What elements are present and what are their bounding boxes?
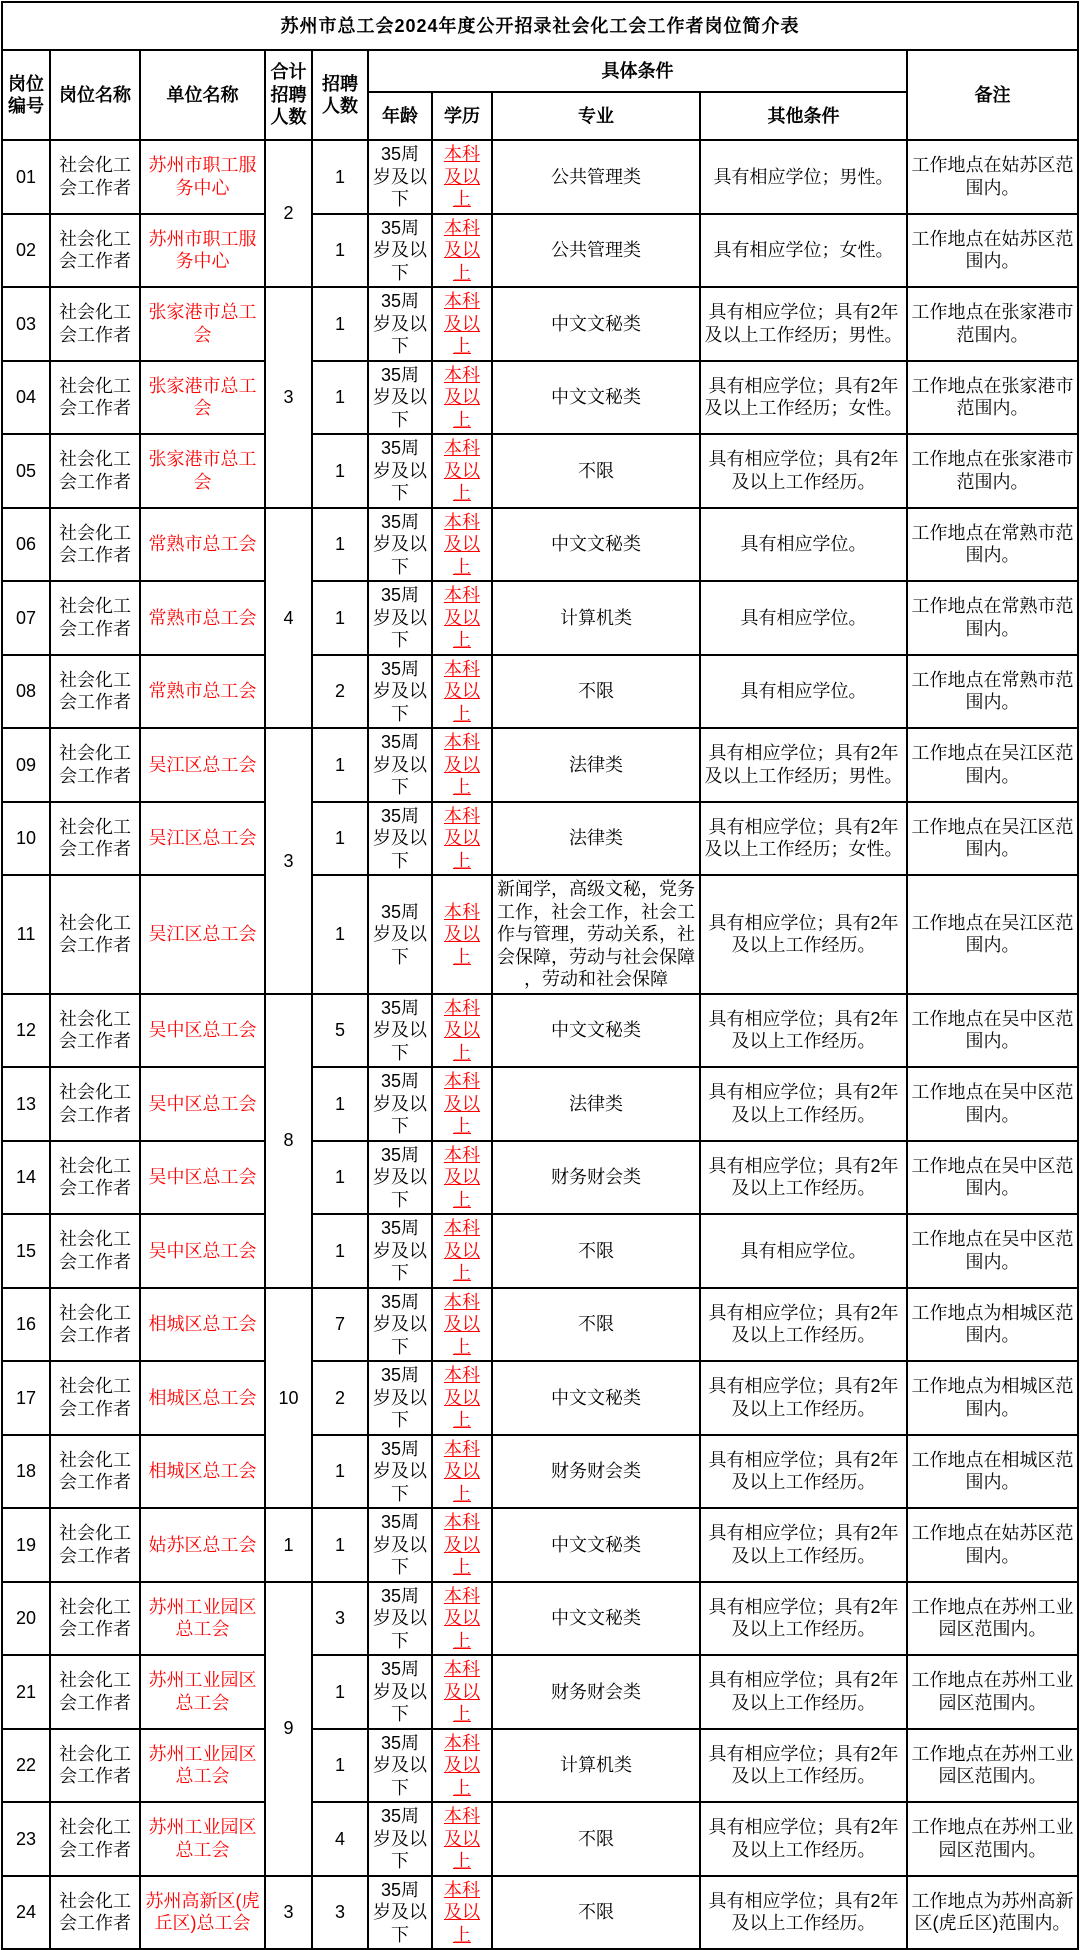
cell-remark: 工作地点在苏州工业园区范围内。 [907, 1655, 1078, 1729]
cell-remark: 工作地点在吴中区范围内。 [907, 1067, 1078, 1141]
cell-other-conditions: 具有相应学位；具有2年及以上工作经历。 [700, 994, 907, 1068]
cell-position-name: 社会化工会工作者 [50, 1508, 140, 1582]
table-row [2, 1141, 1078, 1215]
cell-unit-name: 吴江区总工会 [140, 728, 265, 802]
page-title: 苏州市总工会2024年度公开招录社会化工会工作者岗位简介表 [2, 2, 1078, 50]
col-header-age: 年龄 [368, 92, 432, 140]
cell-position-no: 02 [2, 214, 50, 288]
cell-remark: 工作地点在姑苏区范围内。 [907, 1508, 1078, 1582]
cell-position-no: 04 [2, 361, 50, 435]
cell-position-no: 07 [2, 581, 50, 655]
cell-other-conditions: 具有相应学位；具有2年及以上工作经历。 [700, 1141, 907, 1215]
cell-position-name: 社会化工会工作者 [50, 1067, 140, 1141]
cell-education: 本科及以上 [432, 1508, 492, 1582]
cell-recruit-count: 1 [312, 1067, 368, 1141]
cell-major: 公共管理类 [492, 214, 700, 288]
cell-recruit-count: 7 [312, 1288, 368, 1362]
cell-position-no: 03 [2, 287, 50, 361]
cell-remark: 工作地点在相城区范围内。 [907, 1435, 1078, 1509]
cell-unit-name: 相城区总工会 [140, 1361, 265, 1435]
cell-age: 35周岁及以下 [368, 1141, 432, 1215]
cell-education: 本科及以上 [432, 581, 492, 655]
cell-age: 35周岁及以下 [368, 655, 432, 729]
cell-recruit-count: 3 [312, 1582, 368, 1656]
cell-age: 35周岁及以下 [368, 728, 432, 802]
cell-remark: 工作地点在吴江区范围内。 [907, 802, 1078, 876]
cell-position-no: 20 [2, 1582, 50, 1656]
cell-recruit-count: 1 [312, 1214, 368, 1288]
table-row [2, 361, 1078, 435]
cell-other-conditions: 具有相应学位；具有2年及以上工作经历；女性。 [700, 361, 907, 435]
cell-other-conditions: 具有相应学位；具有2年及以上工作经历；男性。 [700, 287, 907, 361]
col-header-specific-conditions: 具体条件 [368, 50, 907, 92]
cell-recruit-count: 1 [312, 361, 368, 435]
cell-education: 本科及以上 [432, 1729, 492, 1803]
cell-age: 35周岁及以下 [368, 361, 432, 435]
cell-major: 不限 [492, 1288, 700, 1362]
cell-remark: 工作地点在苏州工业园区范围内。 [907, 1582, 1078, 1656]
cell-remark: 工作地点在张家港市范围内。 [907, 361, 1078, 435]
cell-major: 财务财会类 [492, 1141, 700, 1215]
cell-position-name: 社会化工会工作者 [50, 1655, 140, 1729]
cell-unit-name: 苏州市职工服务中心 [140, 214, 265, 288]
table-row [2, 1435, 1078, 1509]
cell-position-name: 社会化工会工作者 [50, 1582, 140, 1656]
cell-position-name: 社会化工会工作者 [50, 1141, 140, 1215]
cell-position-name: 社会化工会工作者 [50, 214, 140, 288]
cell-position-name: 社会化工会工作者 [50, 508, 140, 582]
cell-age: 35周岁及以下 [368, 1655, 432, 1729]
cell-education: 本科及以上 [432, 994, 492, 1068]
table-row [2, 508, 1078, 582]
cell-age: 35周岁及以下 [368, 287, 432, 361]
cell-major: 中文文秘类 [492, 1508, 700, 1582]
cell-unit-name: 姑苏区总工会 [140, 1508, 265, 1582]
cell-education: 本科及以上 [432, 361, 492, 435]
cell-unit-name: 苏州工业园区总工会 [140, 1729, 265, 1803]
cell-education: 本科及以上 [432, 802, 492, 876]
cell-education: 本科及以上 [432, 1582, 492, 1656]
cell-position-name: 社会化工会工作者 [50, 1214, 140, 1288]
cell-position-no: 05 [2, 434, 50, 508]
cell-age: 35周岁及以下 [368, 1361, 432, 1435]
table-row [2, 1655, 1078, 1729]
job-listing-table [1, 1, 1079, 1950]
cell-unit-name: 苏州工业园区总工会 [140, 1802, 265, 1876]
cell-major: 不限 [492, 1802, 700, 1876]
cell-position-name: 社会化工会工作者 [50, 875, 140, 994]
cell-total-recruit: 3 [265, 1876, 312, 1950]
cell-major: 不限 [492, 434, 700, 508]
cell-total-recruit: 3 [265, 287, 312, 508]
cell-position-name: 社会化工会工作者 [50, 1361, 140, 1435]
cell-position-no: 06 [2, 508, 50, 582]
col-header-education: 学历 [432, 92, 492, 140]
cell-position-no: 11 [2, 875, 50, 994]
cell-position-name: 社会化工会工作者 [50, 434, 140, 508]
cell-recruit-count: 1 [312, 508, 368, 582]
cell-position-no: 16 [2, 1288, 50, 1362]
cell-remark: 工作地点在吴中区范围内。 [907, 994, 1078, 1068]
cell-unit-name: 吴中区总工会 [140, 994, 265, 1068]
cell-major: 中文文秘类 [492, 1582, 700, 1656]
cell-remark: 工作地点为苏州高新区(虎丘区)范围内。 [907, 1876, 1078, 1950]
cell-age: 35周岁及以下 [368, 214, 432, 288]
table-row [2, 1067, 1078, 1141]
title-row [2, 2, 1078, 50]
cell-position-no: 14 [2, 1141, 50, 1215]
cell-position-name: 社会化工会工作者 [50, 1729, 140, 1803]
cell-position-name: 社会化工会工作者 [50, 1288, 140, 1362]
cell-total-recruit: 1 [265, 1508, 312, 1582]
table-row [2, 1582, 1078, 1656]
cell-age: 35周岁及以下 [368, 1214, 432, 1288]
cell-age: 35周岁及以下 [368, 1729, 432, 1803]
cell-major: 不限 [492, 1876, 700, 1950]
cell-major: 中文文秘类 [492, 1361, 700, 1435]
cell-other-conditions: 具有相应学位；具有2年及以上工作经历；男性。 [700, 728, 907, 802]
col-header-unit-name: 单位名称 [140, 50, 265, 140]
cell-unit-name: 吴中区总工会 [140, 1214, 265, 1288]
cell-other-conditions: 具有相应学位；具有2年及以上工作经历。 [700, 1876, 907, 1950]
table-row [2, 287, 1078, 361]
cell-major: 中文文秘类 [492, 508, 700, 582]
cell-position-name: 社会化工会工作者 [50, 140, 140, 214]
cell-other-conditions: 具有相应学位；男性。 [700, 140, 907, 214]
cell-recruit-count: 1 [312, 802, 368, 876]
cell-major: 中文文秘类 [492, 361, 700, 435]
table-row [2, 581, 1078, 655]
cell-total-recruit: 3 [265, 728, 312, 994]
cell-other-conditions: 具有相应学位；女性。 [700, 214, 907, 288]
cell-unit-name: 常熟市总工会 [140, 655, 265, 729]
cell-recruit-count: 1 [312, 214, 368, 288]
cell-other-conditions: 具有相应学位；具有2年及以上工作经历。 [700, 1288, 907, 1362]
cell-recruit-count: 1 [312, 1435, 368, 1509]
cell-position-no: 24 [2, 1876, 50, 1950]
table-row [2, 1729, 1078, 1803]
cell-position-no: 22 [2, 1729, 50, 1803]
cell-unit-name: 张家港市总工会 [140, 361, 265, 435]
cell-total-recruit: 10 [265, 1288, 312, 1509]
cell-unit-name: 相城区总工会 [140, 1288, 265, 1362]
cell-other-conditions: 具有相应学位；具有2年及以上工作经历。 [700, 875, 907, 994]
cell-remark: 工作地点在姑苏区范围内。 [907, 214, 1078, 288]
cell-recruit-count: 1 [312, 287, 368, 361]
cell-unit-name: 吴中区总工会 [140, 1067, 265, 1141]
cell-total-recruit: 4 [265, 508, 312, 729]
cell-education: 本科及以上 [432, 655, 492, 729]
cell-education: 本科及以上 [432, 434, 492, 508]
table-row [2, 802, 1078, 876]
cell-education: 本科及以上 [432, 1655, 492, 1729]
cell-recruit-count: 1 [312, 140, 368, 214]
cell-remark: 工作地点在吴江区范围内。 [907, 728, 1078, 802]
cell-age: 35周岁及以下 [368, 434, 432, 508]
cell-age: 35周岁及以下 [368, 140, 432, 214]
cell-recruit-count: 4 [312, 1802, 368, 1876]
cell-position-name: 社会化工会工作者 [50, 655, 140, 729]
table-row [2, 728, 1078, 802]
cell-major: 财务财会类 [492, 1655, 700, 1729]
cell-age: 35周岁及以下 [368, 1508, 432, 1582]
cell-position-name: 社会化工会工作者 [50, 728, 140, 802]
col-header-position-name: 岗位名称 [50, 50, 140, 140]
table-row [2, 1361, 1078, 1435]
col-header-total-recruit: 合计招聘人数 [265, 50, 312, 140]
cell-major: 计算机类 [492, 581, 700, 655]
cell-major: 不限 [492, 655, 700, 729]
table-row [2, 1288, 1078, 1362]
cell-unit-name: 张家港市总工会 [140, 434, 265, 508]
cell-other-conditions: 具有相应学位。 [700, 1214, 907, 1288]
cell-other-conditions: 具有相应学位；具有2年及以上工作经历。 [700, 1361, 907, 1435]
cell-remark: 工作地点在吴中区范围内。 [907, 1214, 1078, 1288]
cell-remark: 工作地点在姑苏区范围内。 [907, 140, 1078, 214]
cell-recruit-count: 1 [312, 581, 368, 655]
cell-major: 中文文秘类 [492, 287, 700, 361]
cell-remark: 工作地点在常熟市范围内。 [907, 655, 1078, 729]
cell-unit-name: 常熟市总工会 [140, 581, 265, 655]
cell-position-name: 社会化工会工作者 [50, 361, 140, 435]
cell-age: 35周岁及以下 [368, 1067, 432, 1141]
cell-position-name: 社会化工会工作者 [50, 1876, 140, 1950]
cell-recruit-count: 2 [312, 1361, 368, 1435]
cell-unit-name: 苏州高新区(虎丘区)总工会 [140, 1876, 265, 1950]
col-header-position-no: 岗位编号 [2, 50, 50, 140]
cell-other-conditions: 具有相应学位。 [700, 655, 907, 729]
cell-remark: 工作地点在吴江区范围内。 [907, 875, 1078, 994]
cell-unit-name: 苏州市职工服务中心 [140, 140, 265, 214]
cell-education: 本科及以上 [432, 1876, 492, 1950]
table-row [2, 1214, 1078, 1288]
cell-other-conditions: 具有相应学位；具有2年及以上工作经历。 [700, 1067, 907, 1141]
cell-other-conditions: 具有相应学位；具有2年及以上工作经历。 [700, 1729, 907, 1803]
cell-remark: 工作地点在常熟市范围内。 [907, 508, 1078, 582]
cell-education: 本科及以上 [432, 1067, 492, 1141]
cell-unit-name: 苏州工业园区总工会 [140, 1655, 265, 1729]
cell-other-conditions: 具有相应学位；具有2年及以上工作经历；女性。 [700, 802, 907, 876]
cell-recruit-count: 1 [312, 1729, 368, 1803]
cell-other-conditions: 具有相应学位；具有2年及以上工作经历。 [700, 1435, 907, 1509]
cell-remark: 工作地点在张家港市范围内。 [907, 434, 1078, 508]
cell-major: 中文文秘类 [492, 994, 700, 1068]
cell-position-name: 社会化工会工作者 [50, 1802, 140, 1876]
cell-other-conditions: 具有相应学位；具有2年及以上工作经历。 [700, 1802, 907, 1876]
cell-position-no: 17 [2, 1361, 50, 1435]
cell-age: 35周岁及以下 [368, 994, 432, 1068]
cell-education: 本科及以上 [432, 1288, 492, 1362]
cell-age: 35周岁及以下 [368, 1288, 432, 1362]
cell-remark: 工作地点为相城区范围内。 [907, 1361, 1078, 1435]
cell-remark: 工作地点在吴中区范围内。 [907, 1141, 1078, 1215]
cell-position-name: 社会化工会工作者 [50, 1435, 140, 1509]
table-row [2, 655, 1078, 729]
table-row [2, 434, 1078, 508]
cell-unit-name: 吴江区总工会 [140, 875, 265, 994]
cell-age: 35周岁及以下 [368, 508, 432, 582]
header-row-1 [2, 50, 1078, 92]
cell-education: 本科及以上 [432, 875, 492, 994]
cell-remark: 工作地点在张家港市范围内。 [907, 287, 1078, 361]
cell-major: 公共管理类 [492, 140, 700, 214]
cell-age: 35周岁及以下 [368, 1802, 432, 1876]
cell-education: 本科及以上 [432, 1435, 492, 1509]
cell-position-no: 21 [2, 1655, 50, 1729]
cell-age: 35周岁及以下 [368, 1582, 432, 1656]
cell-education: 本科及以上 [432, 1214, 492, 1288]
cell-position-no: 15 [2, 1214, 50, 1288]
cell-position-name: 社会化工会工作者 [50, 287, 140, 361]
table-body [2, 140, 1078, 1949]
cell-recruit-count: 1 [312, 1508, 368, 1582]
table-row [2, 1876, 1078, 1950]
cell-education: 本科及以上 [432, 728, 492, 802]
cell-education: 本科及以上 [432, 1141, 492, 1215]
cell-recruit-count: 3 [312, 1876, 368, 1950]
cell-position-no: 08 [2, 655, 50, 729]
table-row [2, 875, 1078, 994]
cell-remark: 工作地点在常熟市范围内。 [907, 581, 1078, 655]
cell-major: 计算机类 [492, 1729, 700, 1803]
cell-education: 本科及以上 [432, 140, 492, 214]
cell-position-name: 社会化工会工作者 [50, 994, 140, 1068]
cell-position-name: 社会化工会工作者 [50, 802, 140, 876]
cell-recruit-count: 1 [312, 1655, 368, 1729]
cell-total-recruit: 2 [265, 140, 312, 287]
cell-unit-name: 苏州工业园区总工会 [140, 1582, 265, 1656]
col-header-recruit: 招聘人数 [312, 50, 368, 140]
cell-recruit-count: 1 [312, 1141, 368, 1215]
table-row [2, 1508, 1078, 1582]
cell-remark: 工作地点在苏州工业园区范围内。 [907, 1802, 1078, 1876]
cell-major: 新闻学，高级文秘，党务工作，社会工作，社会工作与管理，劳动关系，社会保障，劳动与社会保障，劳动和社会保障 [492, 875, 700, 994]
cell-education: 本科及以上 [432, 1361, 492, 1435]
cell-other-conditions: 具有相应学位；具有2年及以上工作经历。 [700, 1655, 907, 1729]
cell-recruit-count: 1 [312, 875, 368, 994]
cell-position-no: 19 [2, 1508, 50, 1582]
cell-position-no: 23 [2, 1802, 50, 1876]
cell-recruit-count: 1 [312, 728, 368, 802]
col-header-remark: 备注 [907, 50, 1078, 140]
cell-position-no: 09 [2, 728, 50, 802]
cell-age: 35周岁及以下 [368, 875, 432, 994]
cell-remark: 工作地点在苏州工业园区范围内。 [907, 1729, 1078, 1803]
table-row [2, 214, 1078, 288]
cell-recruit-count: 1 [312, 434, 368, 508]
cell-recruit-count: 5 [312, 994, 368, 1068]
cell-major: 法律类 [492, 728, 700, 802]
cell-unit-name: 吴中区总工会 [140, 1141, 265, 1215]
cell-other-conditions: 具有相应学位。 [700, 581, 907, 655]
cell-position-no: 12 [2, 994, 50, 1068]
cell-position-no: 01 [2, 140, 50, 214]
cell-age: 35周岁及以下 [368, 581, 432, 655]
cell-major: 财务财会类 [492, 1435, 700, 1509]
cell-total-recruit: 8 [265, 994, 312, 1288]
table-header [2, 2, 1078, 140]
col-header-other: 其他条件 [700, 92, 907, 140]
cell-remark: 工作地点为相城区范围内。 [907, 1288, 1078, 1362]
cell-position-no: 10 [2, 802, 50, 876]
table-row [2, 994, 1078, 1068]
cell-position-no: 13 [2, 1067, 50, 1141]
table-row [2, 1802, 1078, 1876]
cell-position-name: 社会化工会工作者 [50, 581, 140, 655]
cell-unit-name: 张家港市总工会 [140, 287, 265, 361]
cell-other-conditions: 具有相应学位；具有2年及以上工作经历。 [700, 434, 907, 508]
cell-education: 本科及以上 [432, 1802, 492, 1876]
cell-other-conditions: 具有相应学位；具有2年及以上工作经历。 [700, 1582, 907, 1656]
cell-age: 35周岁及以下 [368, 1876, 432, 1950]
cell-education: 本科及以上 [432, 508, 492, 582]
cell-education: 本科及以上 [432, 214, 492, 288]
cell-unit-name: 吴江区总工会 [140, 802, 265, 876]
cell-position-no: 18 [2, 1435, 50, 1509]
cell-total-recruit: 9 [265, 1582, 312, 1876]
cell-major: 不限 [492, 1214, 700, 1288]
table-row [2, 140, 1078, 214]
cell-age: 35周岁及以下 [368, 802, 432, 876]
cell-recruit-count: 2 [312, 655, 368, 729]
cell-age: 35周岁及以下 [368, 1435, 432, 1509]
cell-other-conditions: 具有相应学位；具有2年及以上工作经历。 [700, 1508, 907, 1582]
cell-unit-name: 相城区总工会 [140, 1435, 265, 1509]
cell-other-conditions: 具有相应学位。 [700, 508, 907, 582]
cell-unit-name: 常熟市总工会 [140, 508, 265, 582]
cell-major: 法律类 [492, 802, 700, 876]
cell-education: 本科及以上 [432, 287, 492, 361]
col-header-major: 专业 [492, 92, 700, 140]
cell-major: 法律类 [492, 1067, 700, 1141]
